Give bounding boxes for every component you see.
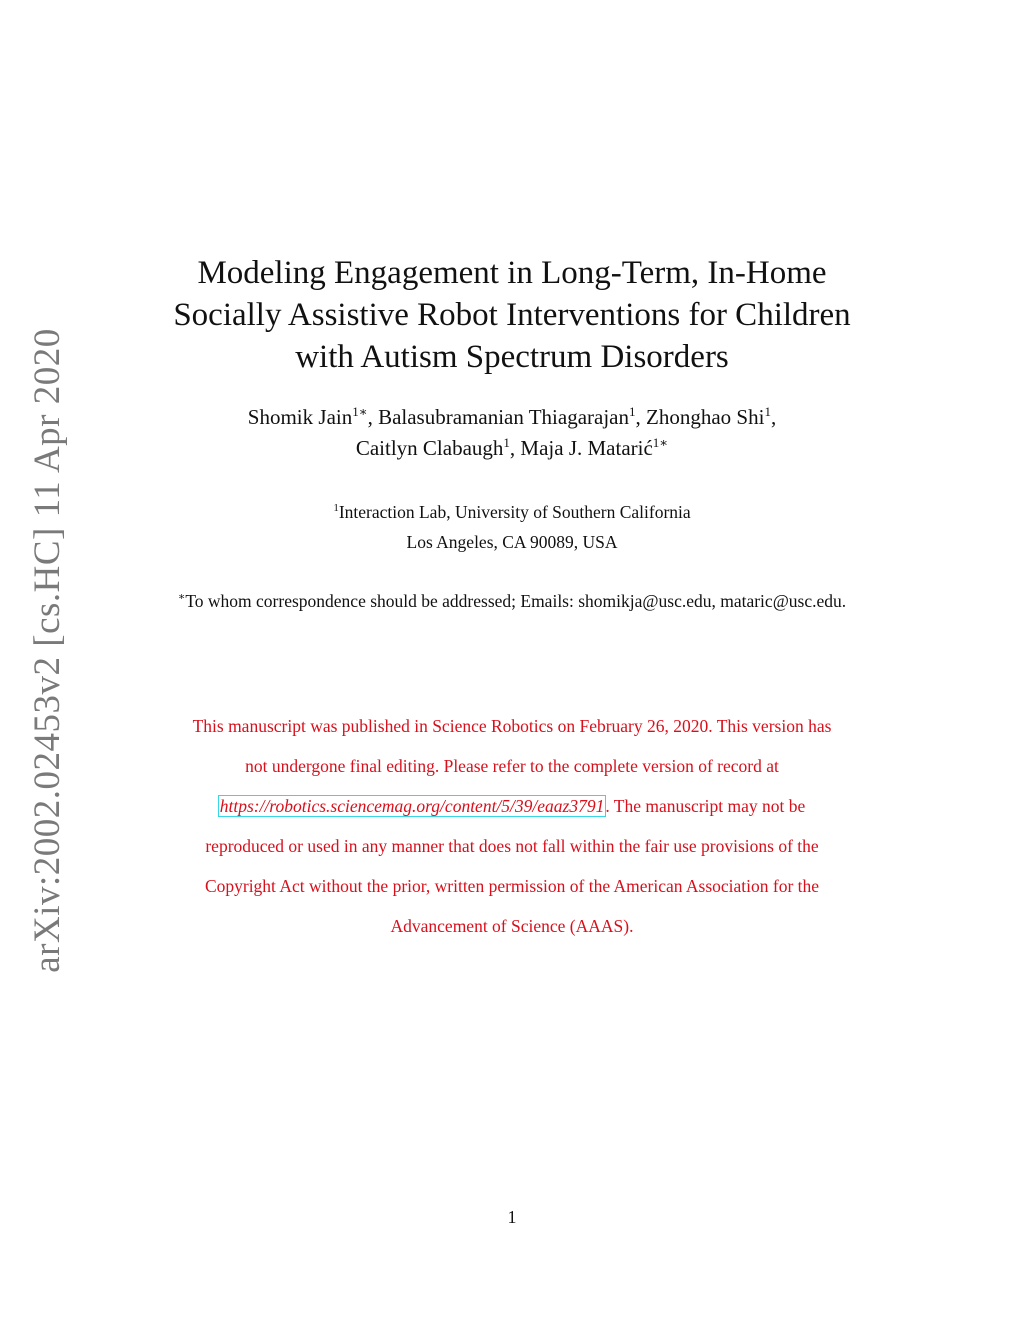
affiliation-institution: Interaction Lab, University of Southern California xyxy=(338,502,691,522)
author-affiliation-mark: 1∗ xyxy=(652,435,669,450)
publication-notice xyxy=(0,706,1024,946)
author-affiliation-mark: 1 xyxy=(629,404,636,419)
notice-line-3-tail: . The manuscript may not be xyxy=(605,796,806,816)
author-name: , Zhonghao Shi xyxy=(635,405,765,429)
author-name: Shomik Jain xyxy=(247,405,353,429)
arxiv-identifier-text: arXiv:2002.02453v2 [cs.HC] 11 Apr 2020 xyxy=(26,327,68,973)
author-affiliation-mark: 1∗ xyxy=(352,404,368,419)
version-of-record-link[interactable]: https://robotics.sciencemag.org/content/5/39/eaaz3791 xyxy=(219,796,605,816)
notice-line-3 xyxy=(0,786,1024,826)
notice-line-6: Advancement of Science (AAAS). xyxy=(390,916,634,936)
author-line-2 xyxy=(0,433,1024,464)
author-affiliation-mark: 1 xyxy=(764,404,771,419)
affiliation-line-1 xyxy=(0,497,1024,527)
notice-line-4: reproduced or used in any manner that does not fall within the fair use provisions of the xyxy=(205,836,819,856)
notice-line-5: Copyright Act without the prior, written permission of the American Association for the xyxy=(204,876,820,896)
affiliation-mark: 1 xyxy=(333,502,339,514)
paper-title xyxy=(0,252,1024,378)
title-line-3: with Autism Spectrum Disorders xyxy=(295,339,729,375)
affiliation-line-2: Los Angeles, CA 90089, USA xyxy=(406,532,618,552)
author-affiliation-mark: 1 xyxy=(503,435,510,450)
author-separator: , xyxy=(770,405,777,429)
title-line-2: Socially Assistive Robot Interventions for Children xyxy=(173,297,851,333)
correspondence-note xyxy=(0,588,1024,614)
author-name: Caitlyn Clabaugh xyxy=(355,436,504,460)
author-name: , Balasubramanian Thiagarajan xyxy=(367,405,630,429)
author-list xyxy=(0,402,1024,464)
author-name: , Maja J. Matarić xyxy=(509,436,653,460)
page-number: 1 xyxy=(507,1207,517,1227)
affiliation-block xyxy=(0,497,1024,557)
correspondence-text: To whom correspondence should be addressed; Emails: shomikja@usc.edu, mataric@usc.edu. xyxy=(185,591,847,611)
correspondence-mark: ∗ xyxy=(177,591,186,603)
title-line-1: Modeling Engagement in Long-Term, In-Home xyxy=(197,255,827,291)
notice-line-2: not undergone final editing. Please refer to the complete version of record at xyxy=(245,756,779,776)
notice-line-1: This manuscript was published in Science Robotics on February 26, 2020. This version has xyxy=(192,716,832,736)
author-line-1 xyxy=(0,402,1024,433)
